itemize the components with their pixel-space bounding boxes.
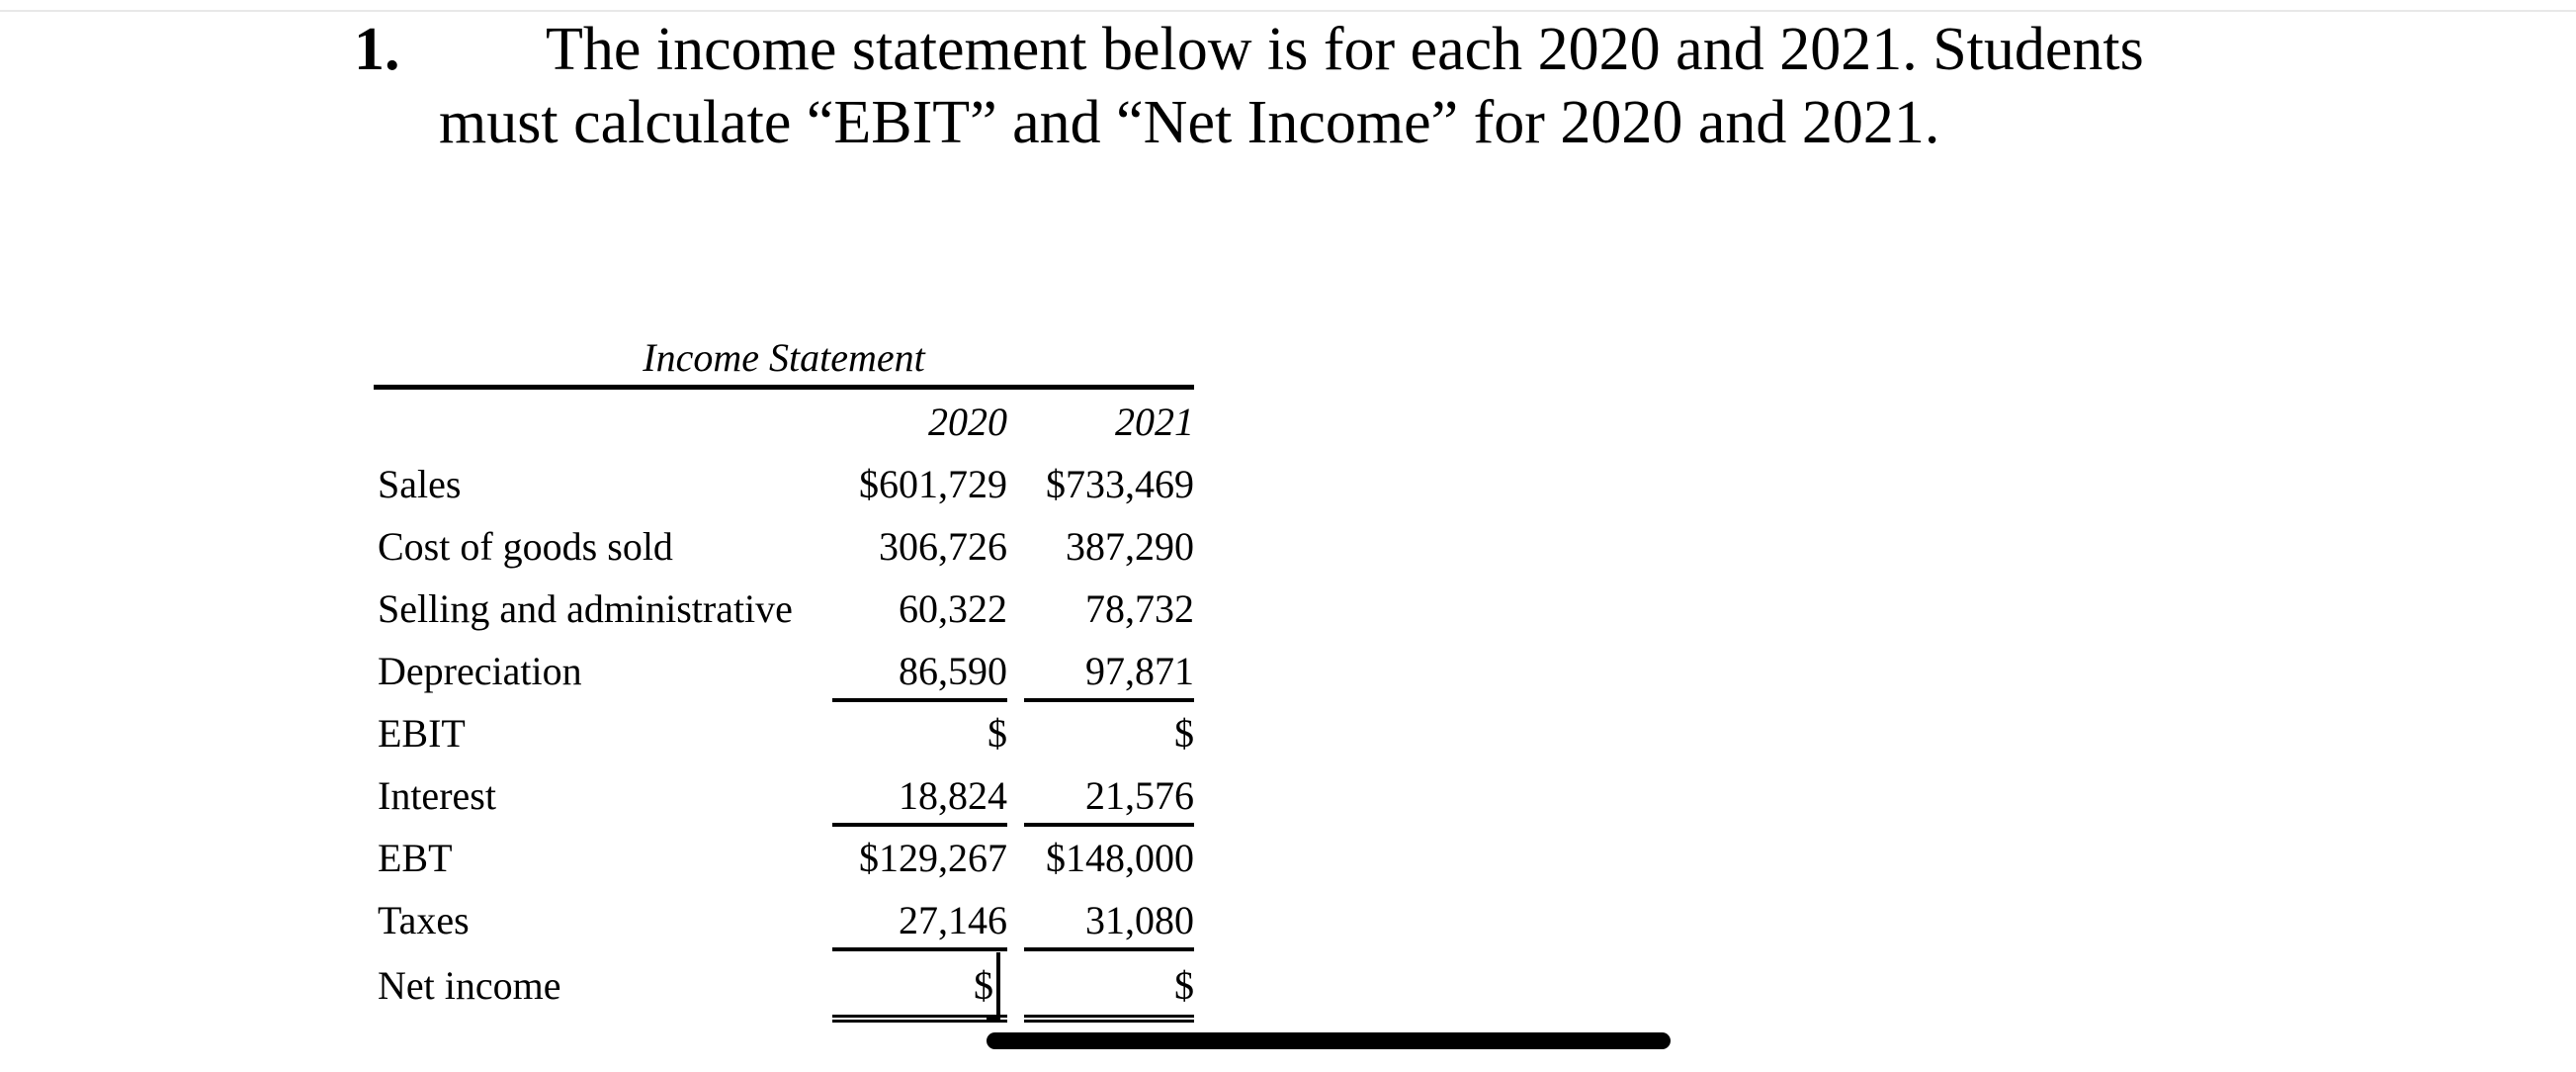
row-label-taxes: Taxes: [378, 898, 470, 942]
value-2020: 60,322: [899, 586, 1007, 631]
value-2021: $733,469: [1046, 462, 1194, 506]
table-row: [374, 702, 1194, 764]
value-2021: 78,732: [1085, 586, 1194, 631]
table-row: [374, 764, 1194, 827]
net-income-2020-blank: $: [832, 953, 1007, 1023]
table-row: [374, 578, 1194, 640]
value-2020: 18,824: [832, 764, 1007, 827]
value-2020: $129,267: [859, 836, 1007, 880]
income-statement-title: Income Statement: [643, 335, 925, 380]
ebit-2021-blank: $: [1174, 711, 1194, 756]
value-2021: $148,000: [1046, 836, 1194, 880]
row-label-ebit: EBIT: [378, 711, 466, 756]
question-text-line-2: must calculate “EBIT” and “Net Income” for 2020 and 2021.: [439, 89, 1940, 156]
table-row: [374, 515, 1194, 578]
table-row: [374, 953, 1194, 1023]
page-top-divider: [0, 10, 2576, 12]
net-income-answer-box-edge: [987, 952, 1000, 1022]
table-row: [374, 453, 1194, 515]
row-label-selling-admin: Selling and administrative: [378, 586, 793, 631]
row-label-interest: Interest: [378, 773, 496, 818]
value-2020: 86,590: [832, 640, 1007, 702]
horizontal-scrollbar[interactable]: [987, 1032, 1671, 1049]
row-label-sales: Sales: [378, 462, 462, 506]
year-header-2021: 2021: [1115, 400, 1194, 444]
value-2020: $601,729: [859, 462, 1007, 506]
ebit-2020-blank: $: [987, 711, 1007, 756]
table-row: [374, 889, 1194, 951]
value-2020: 27,146: [832, 889, 1007, 951]
row-label-net-income: Net income: [378, 963, 561, 1008]
value-2021: 97,871: [1024, 640, 1194, 702]
value-2021: 21,576: [1024, 764, 1194, 827]
value-2021: 31,080: [1024, 889, 1194, 951]
row-label-depreciation: Depreciation: [378, 649, 582, 693]
value-2021: 387,290: [1066, 524, 1194, 569]
question-text-line-1: The income statement below is for each 2020 and 2021. Students: [546, 16, 2144, 83]
year-header-row: [374, 391, 1194, 453]
row-label-cogs: Cost of goods sold: [378, 524, 673, 569]
value-2020: 306,726: [879, 524, 1007, 569]
table-row: [374, 640, 1194, 702]
title-rule: [374, 385, 1194, 390]
net-income-2021-blank: $: [1024, 953, 1194, 1023]
year-header-2020: 2020: [928, 400, 1007, 444]
question-number: 1.: [354, 16, 400, 83]
row-label-ebt: EBT: [378, 836, 453, 880]
table-row: [374, 827, 1194, 889]
